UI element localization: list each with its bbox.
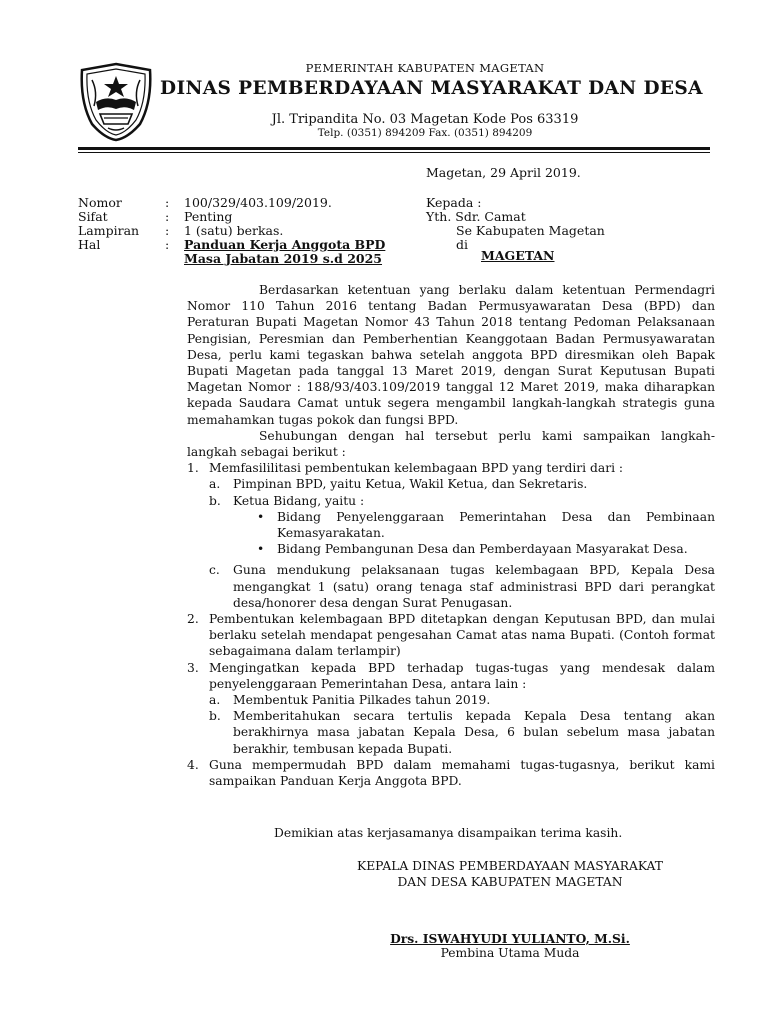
letterhead-phone: Telp. (0351) 894209 Fax. (0351) 894209 (317, 127, 533, 139)
signature-title-1: KEPALA DINAS PEMBERDAYAAN MASYARAKAT (357, 859, 663, 873)
bullet-item-1 (187, 509, 715, 541)
meta-label: Nomor (78, 195, 122, 210)
recipient-se: Se Kabupaten Magetan (456, 223, 605, 238)
meta-label: Hal (78, 237, 101, 252)
meta-colon: : (165, 223, 170, 238)
bullet-item-2 (187, 541, 715, 557)
meta-value: 100/329/403.109/2019. (184, 195, 332, 210)
list-text: Mengingatkan kepada BPD terhadap tugas-tugas yang mendesak dalam penyelenggaraan Pemerintahan Desa, antara lain : (209, 660, 715, 691)
bullet-text: Bidang Pembangunan Desa dan Pemberdayaan Masyarakat Desa. (277, 542, 688, 557)
sub-item-1c (187, 562, 715, 611)
meta-colon: : (165, 195, 170, 210)
recipient-place: MAGETAN (481, 248, 555, 263)
sub-item-3a (187, 692, 715, 708)
bullet-icon: • (257, 542, 265, 557)
recipient-block (426, 196, 605, 252)
list-number: 3. (187, 660, 199, 675)
sub-letter: b. (209, 709, 221, 724)
sub-letter: b. (209, 493, 221, 508)
list-text: Pembentukan kelembagaan BPD ditetapkan dengan Keputusan BPD, dan mulai berlaku setelah mendapat pengesahan Camat atas nama Bupati. (Contoh format sebagaimana dalam terlampir) (209, 612, 715, 659)
sub-item-1b (187, 493, 715, 509)
sub-text: Ketua Bidang, yaitu : (233, 493, 365, 508)
sub-text: Guna mendukung pelaksanaan tugas kelembagaan BPD, Kepala Desa mengangkat 1 (satu) orang tenaga staf administrasi BPD dari perangkat desa/honorer desa dengan Surat Penugasan. (233, 563, 715, 610)
coat-of-arms-logo (78, 62, 154, 142)
letterhead-address: Jl. Tripandita No. 03 Magetan Kode Pos 63319 (271, 112, 579, 127)
sub-letter: a. (209, 477, 221, 492)
list-text: Guna mempermudah BPD dalam memahami tugas-tugasnya, berikut kami sampaikan Panduan Kerja Anggota BPD. (209, 757, 715, 789)
meta-label: Lampiran (78, 223, 140, 238)
sub-text: Membentuk Panitia Pilkades tahun 2019. (233, 693, 491, 708)
letterhead-agency: DINAS PEMBERDAYAAN MASYARAKAT DAN DESA (160, 78, 703, 99)
meta-colon: : (165, 237, 170, 252)
meta-subject-line-2: Masa Jabatan 2019 s.d 2025 (184, 251, 383, 266)
bullet-icon: • (257, 509, 265, 524)
list-number: 2. (187, 612, 199, 627)
recipient-kepada: Kepada : (426, 195, 482, 210)
list-item-3 (187, 660, 715, 692)
sub-letter: c. (209, 563, 220, 578)
letterhead-rule-thick (78, 147, 710, 150)
signature-name: Drs. ISWAHYUDI YULIANTO, M.Si. (390, 931, 630, 946)
recipient-di: di (456, 237, 468, 252)
list-number: 1. (187, 461, 199, 476)
body-paragraph-2: Sehubungan dengan hal tersebut perlu kami sampaikan langkah-langkah sebagai berikut : (187, 428, 715, 460)
bullet-text: Bidang Penyelenggaraan Pemerintahan Desa dan Pembinaan Kemasyarakatan. (277, 509, 715, 541)
sub-item-3b (187, 708, 715, 757)
meta-subject-line-1: Panduan Kerja Anggota BPD (184, 237, 386, 252)
meta-value: Penting (184, 209, 233, 224)
meta-colon: : (165, 209, 170, 224)
signature-title-2: DAN DESA KABUPATEN MAGETAN (397, 875, 623, 889)
letter-body (187, 282, 715, 789)
letterhead-rule-thin (78, 152, 710, 153)
letterhead-government: PEMERINTAH KABUPATEN MAGETAN (305, 61, 545, 75)
sub-text: Memberitahukan secara tertulis kepada Kepala Desa tentang akan berakhirnya masa jabatan Kepala Desa, 6 bulan sebelum masa jabatan berakhir, tembusan kepada Bupati. (233, 709, 715, 756)
signature-rank: Pembina Utama Muda (440, 946, 580, 960)
list-item-2 (187, 611, 715, 660)
list-item-1 (187, 460, 715, 476)
meta-label: Sifat (78, 209, 108, 224)
sub-text: Pimpinan BPD, yaitu Ketua, Wakil Ketua, dan Sekretaris. (233, 477, 588, 492)
sub-letter: a. (209, 693, 221, 708)
list-number: 4. (187, 757, 199, 772)
closing-sentence: Demikian atas kerjasamanya disampaikan terima kasih. (274, 826, 623, 840)
meta-value: 1 (satu) berkas. (184, 223, 284, 238)
sub-item-1a (187, 476, 715, 492)
list-item-4 (187, 757, 715, 789)
list-text: Memfasililitasi pembentukan kelembagaan BPD yang terdiri dari : (209, 461, 624, 476)
letter-date: Magetan, 29 April 2019. (426, 165, 581, 180)
recipient-yth: Yth. Sdr. Camat (426, 209, 526, 224)
body-paragraph-1: Berdasarkan ketentuan yang berlaku dalam ketentuan Permendagri Nomor 110 Tahun 2016 tentang Badan Permusyawaratan Desa (BPD) dan Peraturan Bupati Magetan Nomor 43 Tahun 2018 tentang Pedoman Pelaksanaan Pengisian, Peresmian dan Pemberhentian Keanggotaan Badan Permusyawaratan Desa, perlu kami tegaskan bahwa setelah anggota BPD diresmikan oleh Bapak Bupati Magetan pada tanggal 13 Maret 2019, dengan Surat Keputusan Bupati Magetan Nomor : 188/93/403.109/2019 tanggal 12 Maret 2019, maka diharapkan kepada Saudara Camat untuk segera mengambil langkah-langkah strategis guna memahamkan tugas pokok dan fungsi BPD. (187, 283, 715, 427)
